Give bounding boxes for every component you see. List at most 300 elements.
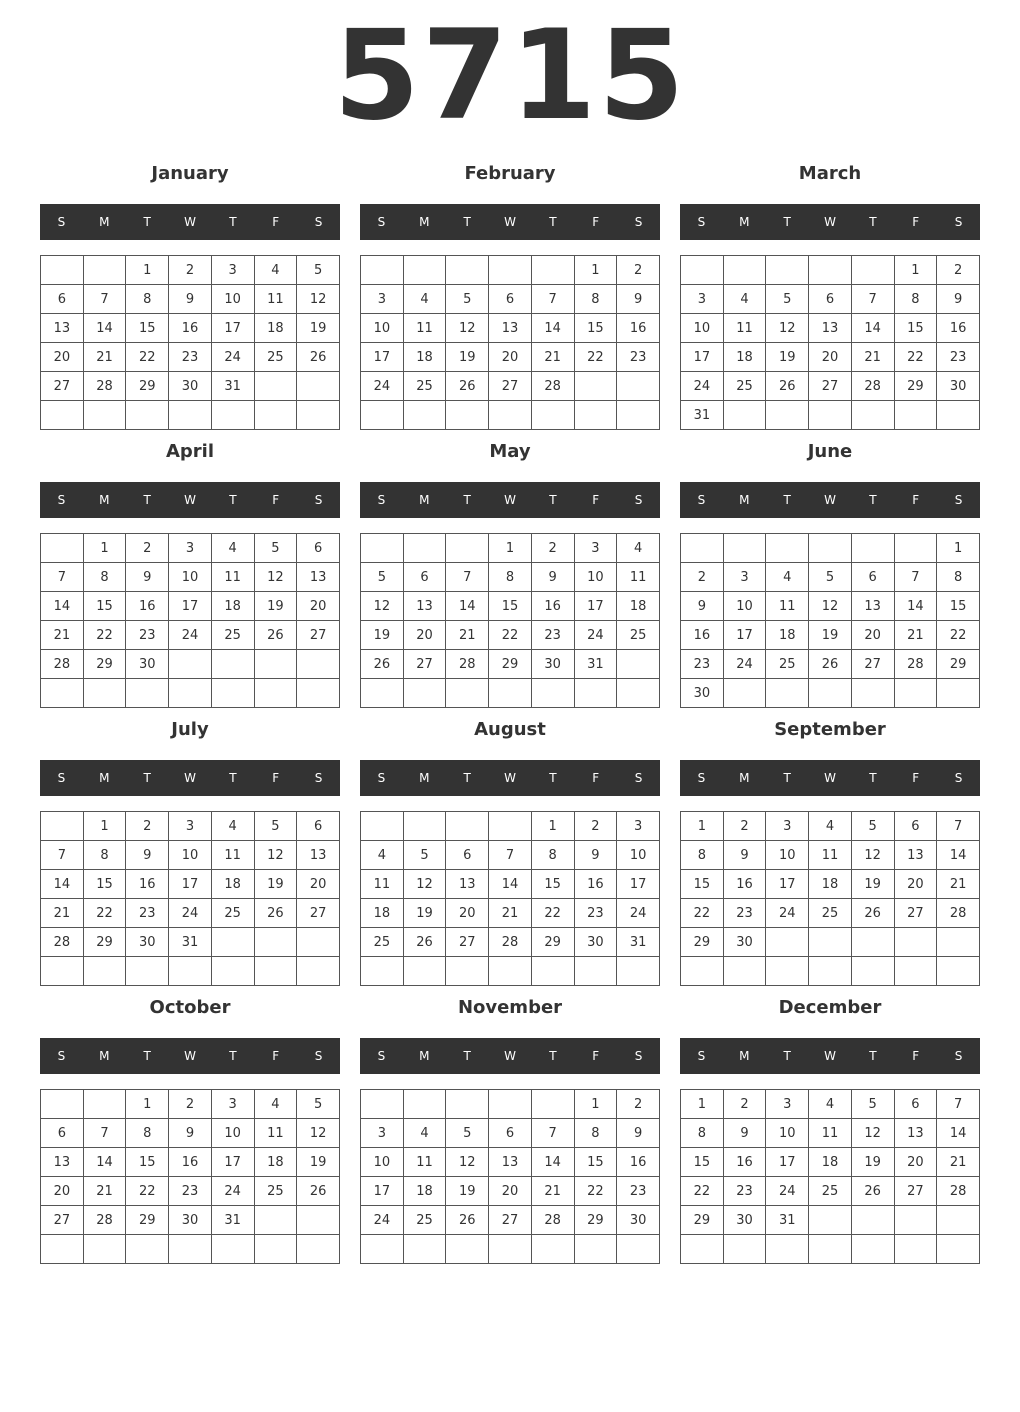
day-cell: 17 [211, 314, 254, 343]
day-cell: 27 [894, 1177, 937, 1206]
day-grid [680, 255, 980, 430]
empty-cell [723, 679, 766, 708]
empty-cell [446, 401, 489, 430]
weekday-label: F [592, 493, 600, 507]
weekday-label: T [463, 771, 471, 785]
weekday-label: W [824, 1049, 836, 1063]
week-row [681, 679, 980, 708]
day-cell: 30 [169, 372, 212, 401]
day-cell: 1 [894, 256, 937, 285]
empty-cell [403, 679, 446, 708]
empty-cell [894, 679, 937, 708]
day-cell: 2 [169, 256, 212, 285]
day-cell: 13 [851, 592, 894, 621]
empty-cell [766, 534, 809, 563]
weekday-label: T [229, 771, 237, 785]
empty-cell [254, 928, 297, 957]
day-cell: 7 [531, 1119, 574, 1148]
empty-cell [681, 1235, 724, 1264]
week-row [681, 957, 980, 986]
weekday-label: S [314, 1049, 323, 1063]
empty-cell [809, 534, 852, 563]
day-cell: 5 [809, 563, 852, 592]
week-row [41, 957, 340, 986]
day-cell: 16 [681, 621, 724, 650]
weekday-label: T [869, 1049, 877, 1063]
day-cell: 9 [617, 285, 660, 314]
day-cell: 24 [766, 899, 809, 928]
day-cell: 8 [574, 285, 617, 314]
day-cell: 26 [446, 1206, 489, 1235]
day-cell: 31 [211, 1206, 254, 1235]
day-cell: 2 [937, 256, 980, 285]
weekday-label: M [99, 1049, 110, 1063]
day-cell: 4 [766, 563, 809, 592]
day-cell: 14 [894, 592, 937, 621]
empty-cell [169, 679, 212, 708]
empty-cell [446, 1235, 489, 1264]
empty-cell [361, 534, 404, 563]
day-cell: 21 [489, 899, 532, 928]
week-row [41, 256, 340, 285]
day-cell: 18 [766, 621, 809, 650]
day-cell: 5 [851, 1090, 894, 1119]
day-cell: 27 [489, 372, 532, 401]
day-cell: 26 [851, 1177, 894, 1206]
day-cell: 10 [766, 1119, 809, 1148]
weekday-label: T [869, 771, 877, 785]
empty-cell [489, 1235, 532, 1264]
weekday-header [680, 760, 980, 796]
empty-cell [211, 650, 254, 679]
day-cell: 6 [41, 285, 84, 314]
day-cell: 15 [894, 314, 937, 343]
day-cell: 30 [126, 928, 169, 957]
day-cell: 19 [766, 343, 809, 372]
week-row [361, 592, 660, 621]
week-row [681, 343, 980, 372]
day-cell: 12 [254, 841, 297, 870]
empty-cell [297, 372, 340, 401]
day-cell: 1 [531, 812, 574, 841]
week-row [41, 1119, 340, 1148]
empty-cell [41, 401, 84, 430]
day-cell: 17 [766, 870, 809, 899]
week-row [41, 1206, 340, 1235]
day-cell: 25 [403, 372, 446, 401]
week-row [681, 314, 980, 343]
day-cell: 3 [766, 1090, 809, 1119]
day-cell: 19 [809, 621, 852, 650]
weekday-label: T [143, 215, 151, 229]
day-cell: 16 [169, 314, 212, 343]
day-cell: 7 [83, 1119, 126, 1148]
day-cell: 28 [937, 1177, 980, 1206]
empty-cell [894, 401, 937, 430]
week-row [681, 1177, 980, 1206]
day-cell: 13 [41, 1148, 84, 1177]
day-cell: 14 [531, 314, 574, 343]
empty-cell [297, 650, 340, 679]
day-cell: 14 [41, 870, 84, 899]
week-row [361, 372, 660, 401]
empty-cell [169, 1235, 212, 1264]
day-cell: 22 [489, 621, 532, 650]
day-cell: 17 [169, 592, 212, 621]
day-cell: 17 [681, 343, 724, 372]
week-row [681, 372, 980, 401]
month-name: December [778, 997, 882, 1018]
day-cell: 24 [617, 899, 660, 928]
day-cell: 30 [681, 679, 724, 708]
day-cell: 9 [531, 563, 574, 592]
empty-cell [446, 1090, 489, 1119]
day-cell: 6 [489, 1119, 532, 1148]
empty-cell [574, 957, 617, 986]
weekday-label: S [954, 771, 963, 785]
empty-cell [894, 534, 937, 563]
day-cell: 8 [894, 285, 937, 314]
day-cell: 16 [531, 592, 574, 621]
day-grid [360, 1089, 660, 1264]
day-cell: 25 [766, 650, 809, 679]
day-cell: 4 [403, 1119, 446, 1148]
weekday-label: F [272, 215, 280, 229]
empty-cell [489, 957, 532, 986]
week-row [361, 1206, 660, 1235]
day-cell: 29 [681, 928, 724, 957]
day-cell: 24 [211, 343, 254, 372]
day-cell: 22 [126, 343, 169, 372]
weekday-label: S [954, 1049, 963, 1063]
day-grid [360, 255, 660, 430]
day-cell: 17 [766, 1148, 809, 1177]
week-row [681, 1119, 980, 1148]
day-cell: 22 [531, 899, 574, 928]
day-cell: 30 [937, 372, 980, 401]
day-cell: 12 [403, 870, 446, 899]
week-row [361, 314, 660, 343]
day-cell: 7 [531, 285, 574, 314]
weekday-label: M [739, 493, 750, 507]
day-cell: 21 [937, 870, 980, 899]
weekday-header [40, 1038, 340, 1074]
week-row [41, 592, 340, 621]
day-cell: 21 [41, 621, 84, 650]
day-cell: 16 [723, 1148, 766, 1177]
day-cell: 27 [851, 650, 894, 679]
week-row [681, 1148, 980, 1177]
empty-cell [531, 1235, 574, 1264]
day-cell: 8 [531, 841, 574, 870]
day-cell: 22 [681, 1177, 724, 1206]
day-cell: 10 [574, 563, 617, 592]
day-cell: 5 [766, 285, 809, 314]
week-row [41, 621, 340, 650]
week-row [681, 1206, 980, 1235]
week-row [41, 343, 340, 372]
day-cell: 28 [446, 650, 489, 679]
weekday-label: M [739, 1049, 750, 1063]
day-grid [680, 1089, 980, 1264]
week-row [361, 401, 660, 430]
day-cell: 10 [211, 1119, 254, 1148]
day-cell: 28 [894, 650, 937, 679]
day-cell: 21 [531, 343, 574, 372]
day-cell: 25 [361, 928, 404, 957]
day-cell: 17 [574, 592, 617, 621]
day-cell: 20 [41, 343, 84, 372]
day-cell: 23 [531, 621, 574, 650]
weekday-label: T [549, 493, 557, 507]
week-row [361, 256, 660, 285]
weekday-label: T [869, 215, 877, 229]
day-cell: 20 [297, 592, 340, 621]
week-row [681, 841, 980, 870]
weekday-label: W [504, 771, 516, 785]
weekday-label: T [549, 215, 557, 229]
empty-cell [894, 1206, 937, 1235]
weekday-label: S [377, 1049, 386, 1063]
day-cell: 9 [723, 1119, 766, 1148]
day-cell: 11 [211, 841, 254, 870]
empty-cell [41, 1235, 84, 1264]
day-cell: 25 [809, 899, 852, 928]
empty-cell [254, 679, 297, 708]
weekday-label: T [229, 215, 237, 229]
day-cell: 12 [851, 1119, 894, 1148]
empty-cell [83, 957, 126, 986]
day-cell: 5 [254, 534, 297, 563]
day-cell: 4 [403, 285, 446, 314]
day-cell: 22 [894, 343, 937, 372]
empty-cell [446, 679, 489, 708]
day-cell: 1 [126, 256, 169, 285]
weekday-label: S [314, 771, 323, 785]
weekday-label: F [912, 771, 920, 785]
day-grid [680, 533, 980, 708]
day-cell: 1 [83, 534, 126, 563]
day-cell: 8 [126, 1119, 169, 1148]
day-cell: 18 [809, 1148, 852, 1177]
day-cell: 7 [894, 563, 937, 592]
weekday-label: T [229, 493, 237, 507]
day-cell: 29 [126, 1206, 169, 1235]
day-cell: 6 [297, 812, 340, 841]
day-cell: 9 [126, 563, 169, 592]
day-cell: 19 [297, 314, 340, 343]
empty-cell [361, 401, 404, 430]
day-cell: 16 [937, 314, 980, 343]
empty-cell [254, 372, 297, 401]
empty-cell [297, 401, 340, 430]
day-cell: 29 [531, 928, 574, 957]
empty-cell [531, 957, 574, 986]
day-cell: 29 [574, 1206, 617, 1235]
day-cell: 24 [766, 1177, 809, 1206]
day-cell: 10 [766, 841, 809, 870]
month-name: February [464, 163, 556, 184]
week-row [41, 841, 340, 870]
empty-cell [126, 957, 169, 986]
day-cell: 25 [809, 1177, 852, 1206]
day-cell: 19 [851, 870, 894, 899]
day-cell: 14 [83, 314, 126, 343]
day-cell: 25 [211, 899, 254, 928]
empty-cell [403, 534, 446, 563]
week-row [361, 841, 660, 870]
day-cell: 5 [851, 812, 894, 841]
day-cell: 15 [574, 1148, 617, 1177]
weekday-label: S [57, 1049, 66, 1063]
day-cell: 18 [254, 1148, 297, 1177]
weekday-label: S [57, 215, 66, 229]
day-cell: 3 [766, 812, 809, 841]
day-cell: 5 [446, 1119, 489, 1148]
day-cell: 8 [489, 563, 532, 592]
day-cell: 23 [723, 899, 766, 928]
day-cell: 1 [574, 1090, 617, 1119]
day-cell: 5 [403, 841, 446, 870]
day-cell: 8 [681, 841, 724, 870]
weekday-label: F [272, 1049, 280, 1063]
weekday-label: S [634, 771, 643, 785]
day-cell: 9 [574, 841, 617, 870]
day-cell: 23 [126, 621, 169, 650]
day-cell: 7 [851, 285, 894, 314]
week-row [681, 1235, 980, 1264]
empty-cell [254, 1206, 297, 1235]
empty-cell [83, 679, 126, 708]
day-cell: 18 [211, 870, 254, 899]
day-cell: 9 [126, 841, 169, 870]
week-row [41, 401, 340, 430]
weekday-label: S [697, 215, 706, 229]
empty-cell [361, 812, 404, 841]
day-cell: 21 [41, 899, 84, 928]
empty-cell [41, 256, 84, 285]
empty-cell [809, 928, 852, 957]
day-cell: 14 [851, 314, 894, 343]
day-cell: 14 [489, 870, 532, 899]
day-cell: 16 [574, 870, 617, 899]
day-cell: 27 [894, 899, 937, 928]
day-cell: 15 [937, 592, 980, 621]
day-cell: 9 [169, 285, 212, 314]
day-cell: 29 [83, 928, 126, 957]
empty-cell [574, 1235, 617, 1264]
empty-cell [531, 1090, 574, 1119]
day-cell: 13 [297, 563, 340, 592]
day-cell: 4 [211, 534, 254, 563]
weekday-label: S [314, 493, 323, 507]
day-cell: 23 [126, 899, 169, 928]
day-grid [680, 811, 980, 986]
day-cell: 2 [126, 812, 169, 841]
empty-cell [723, 1235, 766, 1264]
empty-cell [169, 401, 212, 430]
week-row [361, 1119, 660, 1148]
day-cell: 2 [531, 534, 574, 563]
day-cell: 17 [361, 343, 404, 372]
year-title: 5715 [333, 4, 687, 148]
weekday-header [360, 760, 660, 796]
day-cell: 18 [361, 899, 404, 928]
day-grid [360, 811, 660, 986]
week-row [681, 563, 980, 592]
week-row [361, 534, 660, 563]
day-cell: 19 [851, 1148, 894, 1177]
day-cell: 16 [169, 1148, 212, 1177]
weekday-label: F [912, 493, 920, 507]
day-cell: 20 [894, 870, 937, 899]
day-cell: 28 [531, 1206, 574, 1235]
day-cell: 10 [681, 314, 724, 343]
day-cell: 26 [297, 1177, 340, 1206]
empty-cell [361, 1090, 404, 1119]
empty-cell [41, 1090, 84, 1119]
day-cell: 13 [894, 1119, 937, 1148]
day-cell: 31 [617, 928, 660, 957]
month-name: April [165, 441, 215, 462]
day-cell: 25 [723, 372, 766, 401]
day-cell: 27 [446, 928, 489, 957]
weekday-label: T [463, 493, 471, 507]
day-cell: 10 [361, 1148, 404, 1177]
weekday-label: S [697, 771, 706, 785]
weekday-label: W [824, 493, 836, 507]
weekday-label: M [739, 215, 750, 229]
day-cell: 26 [809, 650, 852, 679]
day-cell: 26 [403, 928, 446, 957]
week-row [41, 1090, 340, 1119]
day-cell: 12 [297, 1119, 340, 1148]
day-cell: 13 [41, 314, 84, 343]
day-cell: 27 [41, 372, 84, 401]
day-cell: 12 [446, 1148, 489, 1177]
day-cell: 18 [403, 1177, 446, 1206]
weekday-label: W [824, 215, 836, 229]
week-row [681, 534, 980, 563]
weekday-label: F [592, 771, 600, 785]
weekday-label: T [783, 771, 791, 785]
day-cell: 6 [851, 563, 894, 592]
weekday-label: S [377, 215, 386, 229]
day-cell: 11 [809, 1119, 852, 1148]
empty-cell [254, 650, 297, 679]
empty-cell [617, 372, 660, 401]
day-cell: 26 [446, 372, 489, 401]
day-cell: 9 [169, 1119, 212, 1148]
day-cell: 24 [169, 899, 212, 928]
empty-cell [851, 401, 894, 430]
day-cell: 20 [403, 621, 446, 650]
day-cell: 24 [211, 1177, 254, 1206]
week-row [41, 372, 340, 401]
empty-cell [937, 1206, 980, 1235]
day-cell: 23 [169, 1177, 212, 1206]
day-cell: 11 [766, 592, 809, 621]
month-name: January [151, 163, 229, 184]
day-cell: 15 [83, 870, 126, 899]
day-cell: 6 [894, 812, 937, 841]
empty-cell [617, 650, 660, 679]
empty-cell [41, 679, 84, 708]
empty-cell [723, 957, 766, 986]
weekday-header [40, 760, 340, 796]
day-cell: 2 [723, 812, 766, 841]
day-cell: 15 [681, 870, 724, 899]
